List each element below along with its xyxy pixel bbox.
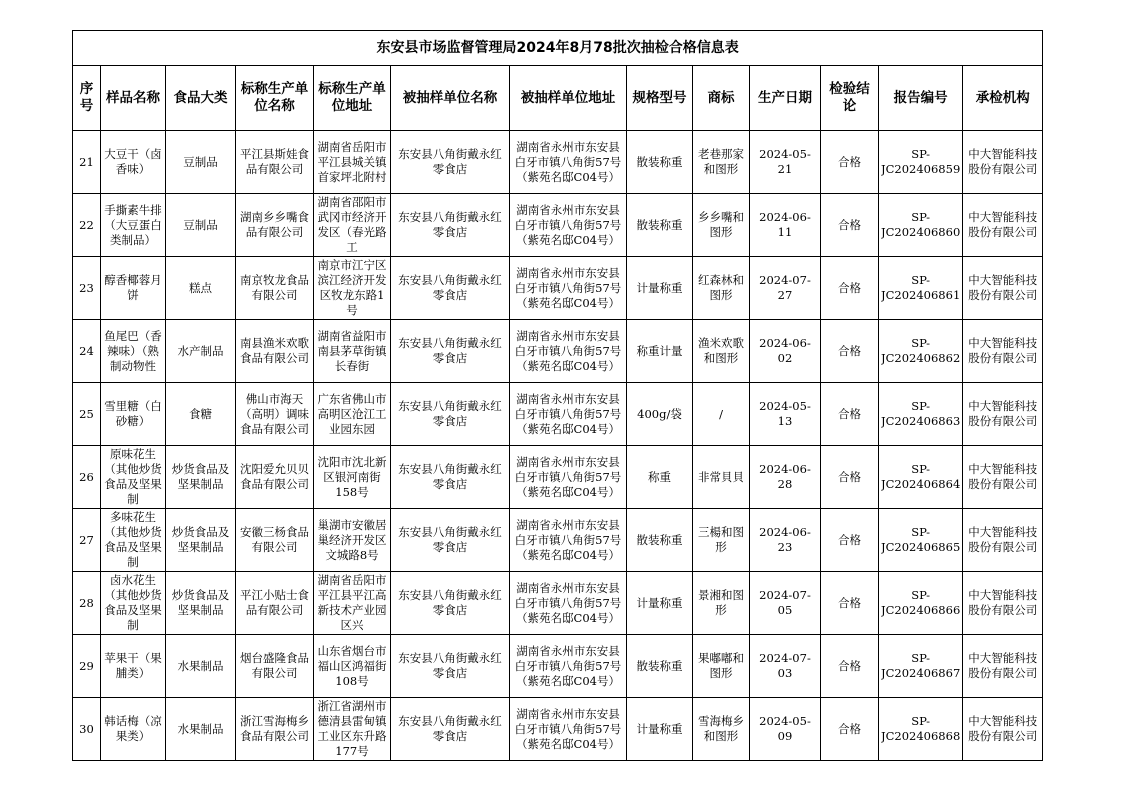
production-date-cell-text: 2024-06-02 (759, 336, 811, 365)
production-date-cell (750, 446, 821, 509)
seq-cell (73, 320, 101, 383)
header-sampled-unit-address: 被抽样单位地址 (510, 66, 627, 131)
producer-name-cell (236, 383, 314, 446)
result-cell-text: 合格 (838, 532, 861, 547)
result-cell-text: 合格 (838, 343, 861, 358)
seq-cell (73, 446, 101, 509)
sampled-address-cell (510, 635, 627, 698)
header-producer-address: 标称生产单位地址 (314, 66, 391, 131)
report-no-cell-text: SP-JC202406866 (881, 588, 961, 617)
seq-cell (73, 194, 101, 257)
table-row (73, 446, 1043, 509)
lab-cell (963, 320, 1043, 383)
result-cell (821, 509, 879, 572)
header-row (73, 66, 1043, 131)
table-row (73, 320, 1043, 383)
seq-cell-text: 22 (79, 217, 94, 232)
category-cell-text: 炒货食品及坚果制品 (171, 462, 230, 491)
spec-cell (627, 257, 693, 320)
lab-cell-text: 中大智能科技股份有限公司 (968, 336, 1038, 365)
category-cell (166, 446, 236, 509)
producer-name-cell (236, 509, 314, 572)
brand-cell-text: / (719, 406, 723, 421)
brand-cell-text: 非常貝貝 (698, 469, 744, 484)
table-row (73, 194, 1043, 257)
producer-name-cell-text: 湖南乡乡嘴食品有限公司 (240, 210, 309, 239)
spec-cell-text: 400g/袋 (637, 406, 682, 421)
sampled-address-cell-text: 湖南省永州市东安县白牙市镇八角街57号（紫苑名邸C04号） (514, 139, 622, 184)
category-cell-text: 炒货食品及坚果制品 (171, 525, 230, 554)
sampled-unit-cell-text: 东安县八角街戴永红零食店 (398, 714, 502, 743)
sample-name-cell (101, 194, 166, 257)
producer-address-cell (314, 131, 391, 194)
producer-address-cell-text: 湖南省益阳市南县茅草街镇长春街 (317, 328, 387, 373)
producer-address-cell-text: 山东省烟台市福山区鸿福街108号 (317, 643, 387, 688)
sampled-unit-cell (391, 320, 510, 383)
seq-cell-text: 25 (79, 406, 94, 421)
sample-name-cell-text: 原味花生（其他炒货食品及坚果制 (104, 447, 162, 506)
brand-cell (693, 131, 750, 194)
lab-cell-text: 中大智能科技股份有限公司 (968, 399, 1038, 428)
report-no-cell (879, 383, 963, 446)
result-cell (821, 257, 879, 320)
header-lab: 承检机构 (963, 66, 1043, 131)
result-cell (821, 698, 879, 761)
spec-cell-text: 散装称重 (636, 658, 683, 673)
sampled-unit-cell-text: 东安县八角街戴永红零食店 (398, 336, 502, 365)
brand-cell-text: 雪海梅乡和图形 (698, 714, 744, 743)
sampled-address-cell-text: 湖南省永州市东安县白牙市镇八角街57号（紫苑名邸C04号） (514, 580, 622, 625)
producer-address-cell-text: 巢湖市安徽居巢经济开发区文城路8号 (317, 517, 387, 562)
sample-name-cell-text: 手撕素牛排（大豆蛋白类制品） (104, 202, 162, 247)
producer-name-cell (236, 257, 314, 320)
brand-cell-text: 老巷那家和图形 (698, 147, 744, 176)
spec-cell-text: 计量称重 (636, 595, 683, 610)
brand-cell (693, 194, 750, 257)
production-date-cell (750, 320, 821, 383)
sample-name-cell-text: 雪里糖（白砂糖） (104, 399, 162, 428)
spec-cell-text: 称重计量 (636, 343, 683, 358)
producer-name-cell-text: 南县渔米欢歌食品有限公司 (240, 336, 309, 365)
header-seq: 序号 (73, 66, 101, 131)
result-cell-text: 合格 (838, 154, 861, 169)
table-row (73, 383, 1043, 446)
sample-name-cell-text: 醇香椰蓉月饼 (104, 273, 162, 302)
sampled-unit-cell-text: 东安县八角街戴永红零食店 (398, 651, 502, 680)
sampled-unit-cell-text: 东安县八角街戴永红零食店 (398, 399, 502, 428)
result-cell (821, 131, 879, 194)
production-date-cell-text: 2024-06-11 (759, 210, 811, 239)
sampled-unit-cell-text: 东安县八角街戴永红零食店 (398, 273, 502, 302)
category-cell (166, 572, 236, 635)
brand-cell-text: 红森林和图形 (698, 273, 744, 302)
category-cell (166, 257, 236, 320)
header-report-no: 报告编号 (879, 66, 963, 131)
report-no-cell-text: SP-JC202406861 (881, 273, 961, 302)
category-cell (166, 635, 236, 698)
producer-name-cell (236, 635, 314, 698)
header-producer-name: 标称生产单位名称 (236, 66, 314, 131)
report-no-cell-text: SP-JC202406860 (881, 210, 961, 239)
spec-cell-text: 计量称重 (636, 721, 683, 736)
lab-cell-text: 中大智能科技股份有限公司 (968, 714, 1038, 743)
sampled-address-cell (510, 572, 627, 635)
report-no-cell (879, 131, 963, 194)
brand-cell (693, 635, 750, 698)
producer-name-cell-text: 南京牧龙食品有限公司 (240, 273, 309, 302)
sampled-address-cell (510, 698, 627, 761)
seq-cell (73, 635, 101, 698)
result-cell-text: 合格 (838, 406, 861, 421)
sampled-address-cell-text: 湖南省永州市东安县白牙市镇八角街57号（紫苑名邸C04号） (514, 202, 622, 247)
seq-cell-text: 24 (79, 343, 94, 358)
result-cell (821, 320, 879, 383)
producer-address-cell (314, 446, 391, 509)
sampled-address-cell (510, 257, 627, 320)
sampled-address-cell-text: 湖南省永州市东安县白牙市镇八角街57号（紫苑名邸C04号） (514, 517, 622, 562)
producer-name-cell (236, 572, 314, 635)
sample-name-cell (101, 257, 166, 320)
lab-cell (963, 383, 1043, 446)
sampled-unit-cell (391, 572, 510, 635)
spec-cell-text: 计量称重 (636, 280, 683, 295)
header-production-date: 生产日期 (750, 66, 821, 131)
producer-address-cell (314, 572, 391, 635)
producer-address-cell (314, 320, 391, 383)
lab-cell (963, 635, 1043, 698)
lab-cell-text: 中大智能科技股份有限公司 (968, 588, 1038, 617)
seq-cell-text: 23 (79, 280, 94, 295)
seq-cell (73, 509, 101, 572)
table-row (73, 131, 1043, 194)
brand-cell-text: 果嘟嘟和图形 (698, 651, 744, 680)
sampled-address-cell (510, 131, 627, 194)
lab-cell-text: 中大智能科技股份有限公司 (968, 651, 1038, 680)
sampled-unit-cell (391, 194, 510, 257)
spec-cell (627, 131, 693, 194)
production-date-cell-text: 2024-07-27 (759, 273, 811, 302)
sampled-unit-cell-text: 东安县八角街戴永红零食店 (398, 210, 502, 239)
lab-cell (963, 194, 1043, 257)
brand-cell (693, 383, 750, 446)
report-no-cell-text: SP-JC202406865 (881, 525, 961, 554)
producer-name-cell (236, 194, 314, 257)
report-no-cell-text: SP-JC202406862 (881, 336, 961, 365)
sampled-unit-cell-text: 东安县八角街戴永红零食店 (398, 147, 502, 176)
result-cell-text: 合格 (838, 721, 861, 736)
report-no-cell (879, 257, 963, 320)
production-date-cell (750, 572, 821, 635)
producer-name-cell-text: 烟台盛隆食品有限公司 (240, 651, 309, 680)
result-cell (821, 635, 879, 698)
lab-cell-text: 中大智能科技股份有限公司 (968, 210, 1038, 239)
brand-cell-text: 景湘和图形 (698, 588, 744, 617)
sampled-unit-cell-text: 东安县八角街戴永红零食店 (398, 462, 502, 491)
report-no-cell-text: SP-JC202406867 (881, 651, 961, 680)
header-food-category: 食品大类 (166, 66, 236, 131)
producer-address-cell-text: 湖南省岳阳市平江县城关镇首家坪北附村 (317, 139, 387, 184)
sampled-unit-cell (391, 383, 510, 446)
report-no-cell-text: SP-JC202406863 (881, 399, 961, 428)
category-cell-text: 豆制品 (183, 217, 218, 232)
category-cell-text: 水果制品 (177, 721, 224, 736)
spec-cell-text: 称重 (648, 469, 671, 484)
category-cell-text: 水产制品 (177, 343, 224, 358)
seq-cell-text: 21 (79, 154, 94, 169)
producer-address-cell-text: 广东省佛山市高明区沧江工业园东园 (317, 391, 387, 436)
result-cell-text: 合格 (838, 469, 861, 484)
sample-name-cell (101, 635, 166, 698)
table-title: 东安县市场监督管理局2024年8月78批次抽检合格信息表 (73, 31, 1043, 66)
spec-cell (627, 635, 693, 698)
brand-cell (693, 698, 750, 761)
producer-name-cell (236, 446, 314, 509)
production-date-cell-text: 2024-06-23 (759, 525, 811, 554)
producer-address-cell-text: 沈阳市沈北新区银河南街158号 (317, 454, 387, 499)
seq-cell (73, 383, 101, 446)
header-spec: 规格型号 (627, 66, 693, 131)
spec-cell (627, 446, 693, 509)
category-cell-text: 食糖 (189, 406, 212, 421)
seq-cell (73, 131, 101, 194)
lab-cell (963, 131, 1043, 194)
sample-name-cell (101, 131, 166, 194)
sampled-address-cell-text: 湖南省永州市东安县白牙市镇八角街57号（紫苑名邸C04号） (514, 391, 622, 436)
category-cell (166, 320, 236, 383)
producer-name-cell-text: 佛山市海天（高明）调味食品有限公司 (240, 391, 309, 436)
brand-cell-text: 渔米欢歌和图形 (698, 336, 744, 365)
lab-cell-text: 中大智能科技股份有限公司 (968, 525, 1038, 554)
brand-cell (693, 509, 750, 572)
table-row (73, 257, 1043, 320)
producer-name-cell-text: 平江县斯娃食品有限公司 (240, 147, 309, 176)
report-no-cell (879, 572, 963, 635)
report-no-cell (879, 194, 963, 257)
sampled-address-cell (510, 446, 627, 509)
header-sample-name: 样品名称 (101, 66, 166, 131)
lab-cell (963, 572, 1043, 635)
report-no-cell (879, 320, 963, 383)
sample-name-cell-text: 卤水花生（其他炒货食品及坚果制 (104, 573, 162, 632)
result-cell (821, 383, 879, 446)
header-brand: 商标 (693, 66, 750, 131)
seq-cell-text: 29 (79, 658, 94, 673)
seq-cell (73, 257, 101, 320)
result-cell-text: 合格 (838, 595, 861, 610)
report-no-cell-text: SP-JC202406859 (881, 147, 961, 176)
sample-name-cell (101, 572, 166, 635)
report-no-cell (879, 698, 963, 761)
category-cell-text: 豆制品 (183, 154, 218, 169)
category-cell (166, 383, 236, 446)
producer-address-cell (314, 257, 391, 320)
producer-address-cell (314, 383, 391, 446)
sampled-address-cell (510, 194, 627, 257)
seq-cell (73, 698, 101, 761)
category-cell-text: 糕点 (189, 280, 212, 295)
spec-cell (627, 194, 693, 257)
table-row (73, 698, 1043, 761)
sample-name-cell-text: 鱼尾巴（香辣味）（熟制动物性 (104, 328, 162, 373)
seq-cell-text: 28 (79, 595, 94, 610)
producer-address-cell-text: 湖南省岳阳市平江县平江高新技术产业园区兴 (317, 573, 387, 632)
result-cell (821, 194, 879, 257)
producer-name-cell-text: 沈阳爱允贝贝食品有限公司 (240, 462, 309, 491)
lab-cell-text: 中大智能科技股份有限公司 (968, 147, 1038, 176)
category-cell (166, 698, 236, 761)
production-date-cell (750, 698, 821, 761)
spec-cell (627, 383, 693, 446)
sample-name-cell-text: 苹果干（果脯类） (104, 651, 162, 680)
spec-cell-text: 散装称重 (636, 154, 683, 169)
result-cell (821, 572, 879, 635)
header-sampled-unit-name: 被抽样单位名称 (391, 66, 510, 131)
producer-name-cell-text: 平江小贴士食品有限公司 (240, 588, 309, 617)
production-date-cell-text: 2024-07-05 (759, 588, 811, 617)
sampled-address-cell (510, 320, 627, 383)
production-date-cell (750, 383, 821, 446)
producer-address-cell-text: 浙江省湖州市德清县雷甸镇工业区东升路177号 (317, 699, 387, 758)
producer-address-cell (314, 635, 391, 698)
category-cell-text: 炒货食品及坚果制品 (171, 588, 230, 617)
spec-cell-text: 散装称重 (636, 217, 683, 232)
brand-cell-text: 三楊和图形 (698, 525, 744, 554)
sampled-unit-cell (391, 698, 510, 761)
sample-name-cell-text: 韩话梅（凉果类） (104, 714, 162, 743)
sample-name-cell (101, 698, 166, 761)
spec-cell (627, 320, 693, 383)
sampled-address-cell-text: 湖南省永州市东安县白牙市镇八角街57号（紫苑名邸C04号） (514, 706, 622, 751)
result-cell-text: 合格 (838, 658, 861, 673)
sample-name-cell (101, 446, 166, 509)
brand-cell (693, 257, 750, 320)
inspection-table (72, 30, 1043, 761)
lab-cell (963, 446, 1043, 509)
producer-name-cell (236, 698, 314, 761)
spec-cell (627, 698, 693, 761)
brand-cell (693, 320, 750, 383)
spec-cell (627, 509, 693, 572)
sampled-address-cell-text: 湖南省永州市东安县白牙市镇八角街57号（紫苑名邸C04号） (514, 328, 622, 373)
production-date-cell-text: 2024-05-13 (759, 399, 811, 428)
sampled-unit-cell-text: 东安县八角街戴永红零食店 (398, 525, 502, 554)
spec-cell-text: 散装称重 (636, 532, 683, 547)
lab-cell (963, 257, 1043, 320)
report-no-cell-text: SP-JC202406864 (881, 462, 961, 491)
production-date-cell-text: 2024-07-03 (759, 651, 811, 680)
report-no-cell (879, 509, 963, 572)
sample-name-cell-text: 大豆干（卤香味） (104, 147, 162, 176)
sampled-unit-cell (391, 446, 510, 509)
production-date-cell (750, 635, 821, 698)
producer-name-cell (236, 320, 314, 383)
production-date-cell (750, 509, 821, 572)
sampled-unit-cell-text: 东安县八角街戴永红零食店 (398, 588, 502, 617)
sampled-address-cell-text: 湖南省永州市东安县白牙市镇八角街57号（紫苑名邸C04号） (514, 265, 622, 310)
producer-address-cell (314, 509, 391, 572)
producer-address-cell-text: 南京市江宁区滨江经济开发区牧龙东路1号 (317, 258, 387, 317)
sampled-unit-cell (391, 509, 510, 572)
producer-name-cell-text: 安徽三杨食品有限公司 (240, 525, 309, 554)
producer-name-cell-text: 浙江雪海梅乡食品有限公司 (240, 714, 309, 743)
sampled-unit-cell (391, 131, 510, 194)
result-cell (821, 446, 879, 509)
category-cell (166, 194, 236, 257)
producer-address-cell (314, 698, 391, 761)
lab-cell (963, 698, 1043, 761)
table-row (73, 635, 1043, 698)
seq-cell (73, 572, 101, 635)
header-result: 检验结论 (821, 66, 879, 131)
lab-cell-text: 中大智能科技股份有限公司 (968, 462, 1038, 491)
category-cell-text: 水果制品 (177, 658, 224, 673)
production-date-cell-text: 2024-06-28 (759, 462, 811, 491)
production-date-cell-text: 2024-05-21 (759, 147, 811, 176)
result-cell-text: 合格 (838, 280, 861, 295)
table-row (73, 572, 1043, 635)
sampled-unit-cell (391, 635, 510, 698)
sample-name-cell-text: 多味花生（其他炒货食品及坚果制 (104, 510, 162, 569)
producer-address-cell (314, 194, 391, 257)
report-no-cell (879, 446, 963, 509)
sampled-address-cell-text: 湖南省永州市东安县白牙市镇八角街57号（紫苑名邸C04号） (514, 454, 622, 499)
sampled-address-cell-text: 湖南省永州市东安县白牙市镇八角街57号（紫苑名邸C04号） (514, 643, 622, 688)
category-cell (166, 509, 236, 572)
table-row (73, 509, 1043, 572)
category-cell (166, 131, 236, 194)
brand-cell (693, 446, 750, 509)
sampled-address-cell (510, 509, 627, 572)
result-cell-text: 合格 (838, 217, 861, 232)
sample-name-cell (101, 383, 166, 446)
seq-cell-text: 30 (79, 721, 94, 736)
brand-cell (693, 572, 750, 635)
lab-cell (963, 509, 1043, 572)
report-no-cell (879, 635, 963, 698)
producer-name-cell (236, 131, 314, 194)
spec-cell (627, 572, 693, 635)
seq-cell-text: 26 (79, 469, 94, 484)
production-date-cell (750, 194, 821, 257)
sample-name-cell (101, 320, 166, 383)
seq-cell-text: 27 (79, 532, 94, 547)
report-no-cell-text: SP-JC202406868 (881, 714, 961, 743)
sampled-address-cell (510, 383, 627, 446)
brand-cell-text: 乡乡嘴和图形 (698, 210, 744, 239)
production-date-cell (750, 131, 821, 194)
sample-name-cell (101, 509, 166, 572)
producer-address-cell-text: 湖南省邵阳市武冈市经济开发区（春光路工 (317, 195, 387, 254)
production-date-cell-text: 2024-05-09 (759, 714, 811, 743)
lab-cell-text: 中大智能科技股份有限公司 (968, 273, 1038, 302)
production-date-cell (750, 257, 821, 320)
sampled-unit-cell (391, 257, 510, 320)
